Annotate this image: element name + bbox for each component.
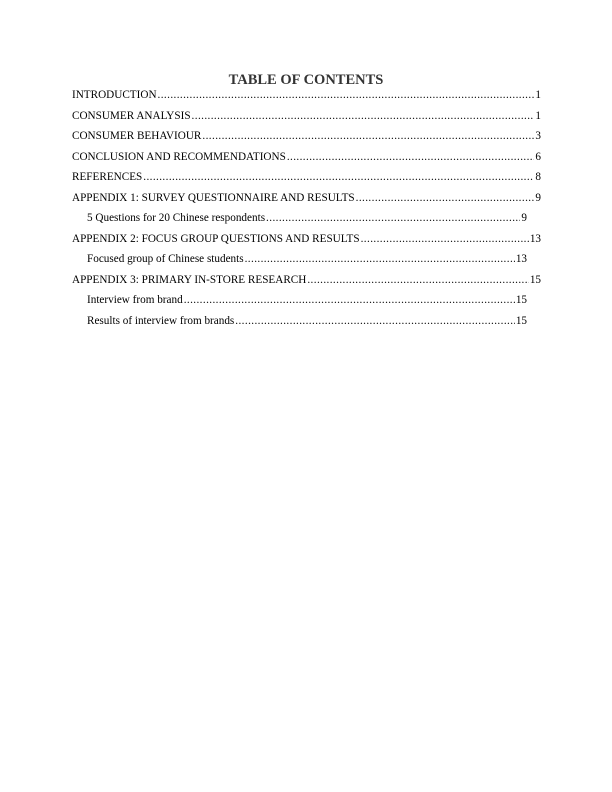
toc-entry-page-number: 1	[535, 89, 541, 101]
dot-leader	[235, 314, 515, 328]
toc-entry-label: Results of interview from brands	[87, 314, 235, 327]
toc-entry-label: Focused group of Chinese students	[87, 253, 244, 265]
dot-leader	[361, 232, 529, 246]
toc-entry-page-number: 15	[529, 273, 541, 286]
toc-entry-label: REFERENCES	[72, 171, 143, 183]
dot-leader	[184, 293, 515, 307]
toc-entry-label: Interview from brand	[87, 294, 183, 306]
toc-entry-appendix-1[interactable]	[72, 191, 541, 212]
toc-entry-page-number: 15	[515, 314, 527, 327]
toc-entry-label: 5 Questions for 20 Chinese respondents	[87, 212, 266, 224]
toc-entry-page-number: 15	[515, 294, 527, 306]
toc-entry-appendix-2[interactable]	[72, 232, 541, 253]
toc-entry-label: APPENDIX 2: FOCUS GROUP QUESTIONS AND RESULTS	[72, 232, 360, 245]
toc-entry-page-number: 9	[535, 191, 541, 204]
toc-entry-conclusion[interactable]	[72, 150, 541, 171]
dot-leader	[202, 129, 534, 143]
toc-entry-page-number: 6	[535, 150, 541, 163]
dot-leader	[245, 252, 515, 266]
toc-entry-label: CONSUMER ANALYSIS	[72, 109, 191, 122]
toc-entry-page-number: 8	[535, 171, 541, 183]
dot-leader	[287, 150, 535, 164]
toc-entry-appendix-3[interactable]	[72, 273, 541, 294]
dot-leader	[158, 88, 535, 102]
toc-entry-page-number: 13	[529, 232, 541, 245]
table-of-contents	[72, 88, 541, 334]
toc-entry-label: INTRODUCTION	[72, 89, 157, 101]
toc-entry-introduction[interactable]	[72, 88, 541, 109]
page-title: TABLE OF CONTENTS	[228, 72, 384, 88]
toc-subentry-focus-group[interactable]	[72, 252, 527, 273]
toc-entry-label: CONSUMER BEHAVIOUR	[72, 130, 202, 142]
toc-entry-references[interactable]	[72, 170, 541, 191]
toc-entry-page-number: 1	[535, 109, 541, 122]
dot-leader	[307, 273, 528, 287]
toc-entry-label: APPENDIX 3: PRIMARY IN-STORE RESEARCH	[72, 273, 307, 286]
dot-leader	[356, 191, 535, 205]
toc-entry-label: CONCLUSION AND RECOMMENDATIONS	[72, 150, 286, 163]
toc-entry-page-number: 3	[535, 130, 541, 142]
toc-subentry-survey-questions[interactable]	[72, 211, 527, 232]
toc-subentry-interview-results[interactable]	[72, 314, 527, 335]
toc-entry-page-number: 9	[521, 212, 527, 224]
dot-leader	[266, 211, 520, 225]
dot-leader	[192, 109, 535, 123]
toc-entry-label: APPENDIX 1: SURVEY QUESTIONNAIRE AND RESULTS	[72, 191, 355, 204]
toc-entry-consumer-analysis[interactable]	[72, 109, 541, 130]
toc-subentry-interview[interactable]	[72, 293, 527, 314]
dot-leader	[143, 170, 534, 184]
toc-entry-consumer-behaviour[interactable]	[72, 129, 541, 150]
toc-entry-page-number: 13	[515, 253, 527, 265]
